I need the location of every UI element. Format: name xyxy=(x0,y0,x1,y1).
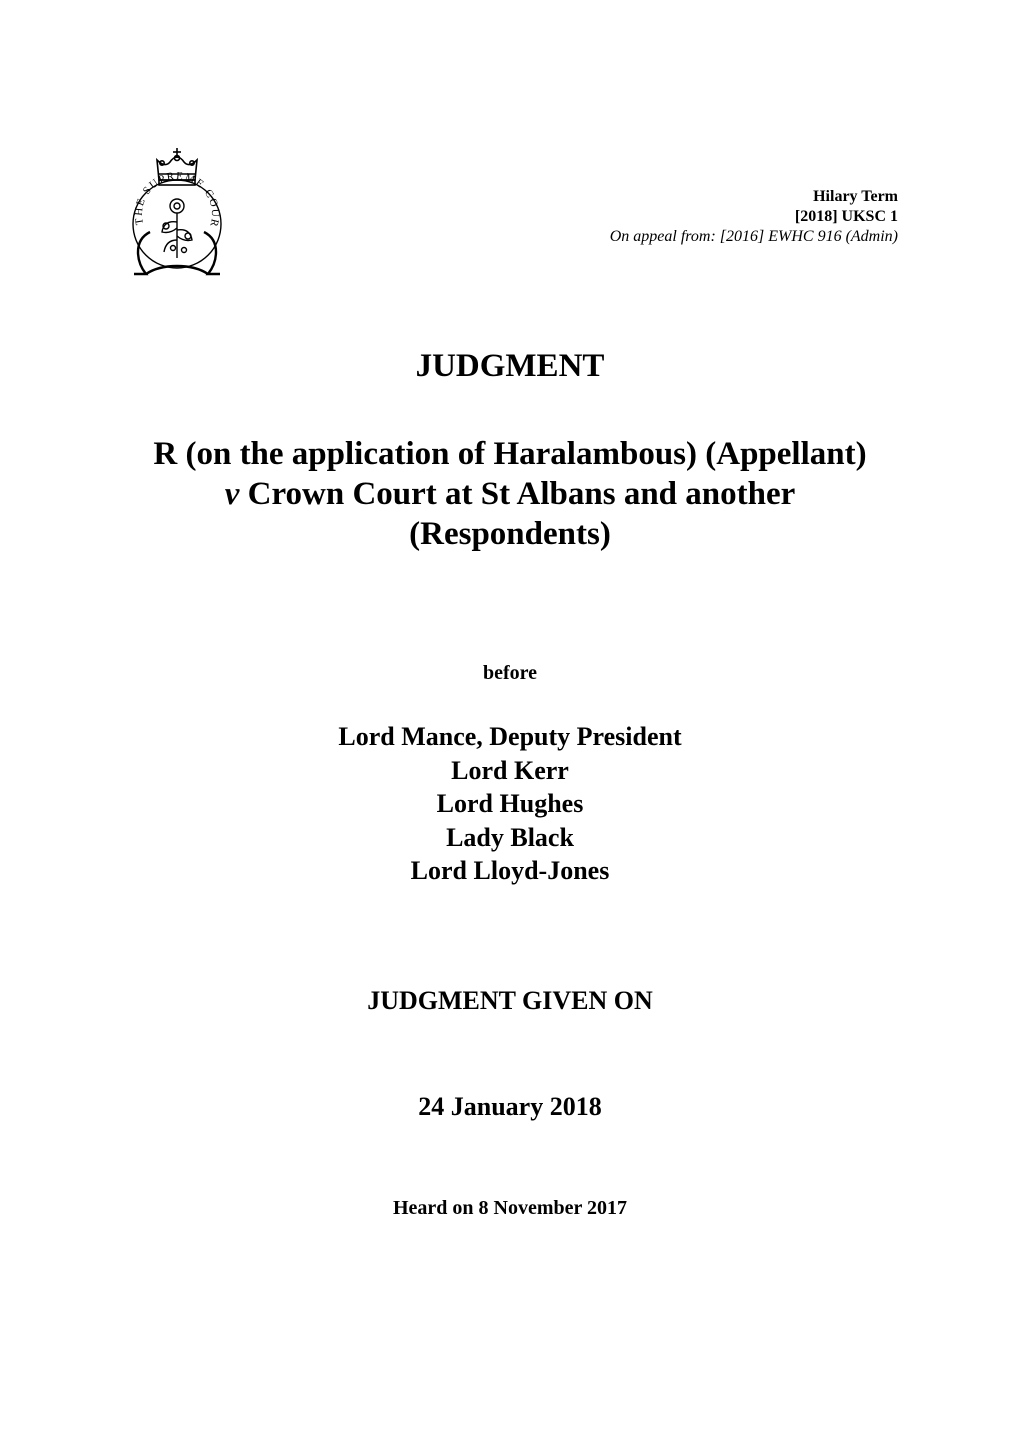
case-line-2-rest: Crown Court at St Albans and another xyxy=(239,476,796,512)
case-line-3: (Respondents) xyxy=(409,516,611,552)
term-block xyxy=(610,187,898,247)
appeal-line xyxy=(610,227,898,247)
before-label: before xyxy=(482,662,538,684)
judgment-title: JUDGMENT xyxy=(415,348,605,384)
svg-text:THE SUPREME COURT: THE SUPREME COUR xyxy=(132,170,222,229)
judges-list xyxy=(0,720,1020,888)
appeal-prefix: On appeal from: xyxy=(609,228,720,245)
crest-icon xyxy=(128,140,226,280)
case-name xyxy=(0,434,1020,554)
case-line-2 xyxy=(0,474,1020,514)
term: Hilary Term xyxy=(813,188,898,205)
judge: Lord Lloyd-Jones xyxy=(410,856,610,885)
citation: [2018] UKSC 1 xyxy=(794,208,898,225)
supreme-court-crest xyxy=(128,140,226,280)
appeal-citation: [2016] EWHC 916 (Admin) xyxy=(719,228,898,245)
judge: Lady Black xyxy=(446,822,574,852)
judge: Lord Kerr xyxy=(451,755,569,785)
case-line-1: R (on the application of Haralambous) (Appellant) xyxy=(153,436,867,472)
judge: Lord Hughes xyxy=(436,789,584,818)
judge: Lord Mance, Deputy President xyxy=(338,722,682,751)
judgment-given-label: JUDGMENT GIVEN ON xyxy=(367,986,653,1015)
versus: v xyxy=(224,476,240,512)
hearing-date: Heard on 8 November 2017 xyxy=(392,1197,628,1219)
judgment-date: 24 January 2018 xyxy=(418,1092,602,1121)
